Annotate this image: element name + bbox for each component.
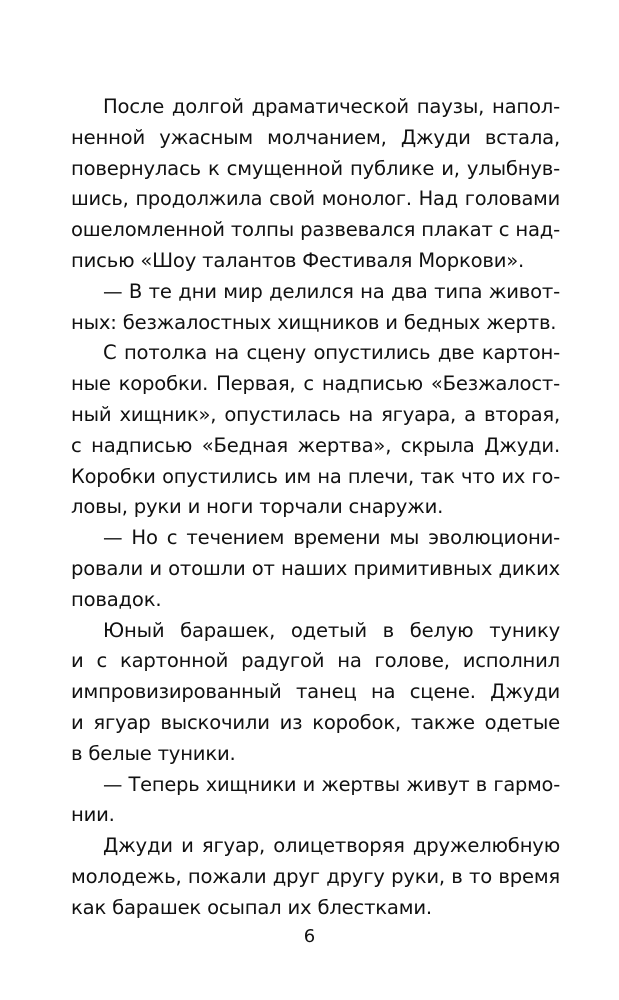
text-line: Юный барашек, одетый в белую тунику: [103, 618, 560, 642]
text-line: — В те дни мир делился на два типа живот-: [103, 279, 560, 303]
text-line: как барашек осыпал их блестками.: [71, 895, 432, 919]
text-line: После долгой драматической паузы, напол-: [103, 95, 560, 118]
text-line: — Теперь хищники и жертвы живут в гармо-: [103, 772, 560, 796]
text-line: ненной ужасным молчанием, Джуди встала,: [71, 125, 560, 149]
text-line: импровизированный танец на сцене. Джуди: [71, 680, 560, 704]
text-line: ные коробки. Первая, с надписью «Безжалост-: [71, 372, 560, 396]
text-line: — Но с течением времени мы эволюциони-: [103, 526, 560, 550]
text-line: ловы, руки и ноги торчали снаружи.: [71, 495, 444, 519]
text-line: Коробки опустились им на плечи, так что их го-: [71, 464, 560, 488]
text-line: ошеломленной толпы развевался плакат с над-: [71, 218, 560, 242]
text-line: повадок.: [71, 587, 162, 611]
text-line: ровали и отошли от наших примитивных диких: [71, 556, 560, 580]
text-line: ный хищник», опустилась на ягуара, а вторая,: [71, 402, 560, 426]
text-line: и с картонной радугой на голове, исполнил: [71, 649, 560, 673]
text-line: ных: безжалостных хищников и бедных жертв.: [71, 310, 557, 334]
text-line: писью «Шоу талантов Фестиваля Моркови».: [71, 248, 525, 272]
text-line: в белые туники.: [71, 741, 236, 765]
text-line: шись, продолжила свой монолог. Над головами: [71, 187, 560, 211]
text-line: повернулась к смущенной публике и, улыбнув-: [71, 156, 560, 180]
body-text: [71, 92, 560, 924]
text-line: Джуди и ягуар, олицетворяя дружелюбную: [103, 834, 560, 858]
text-line: с надписью «Бедная жертва», скрыла Джуди.: [71, 433, 560, 457]
text-line: нии.: [71, 803, 115, 827]
text-line: и ягуар выскочили из коробок, также одетые: [71, 710, 560, 734]
text-line: С потолка на сцену опустились две картон-: [103, 341, 560, 365]
page-number: 6: [303, 926, 316, 947]
text-line: молодежь, пожали друг другу руки, в то время: [71, 864, 560, 888]
